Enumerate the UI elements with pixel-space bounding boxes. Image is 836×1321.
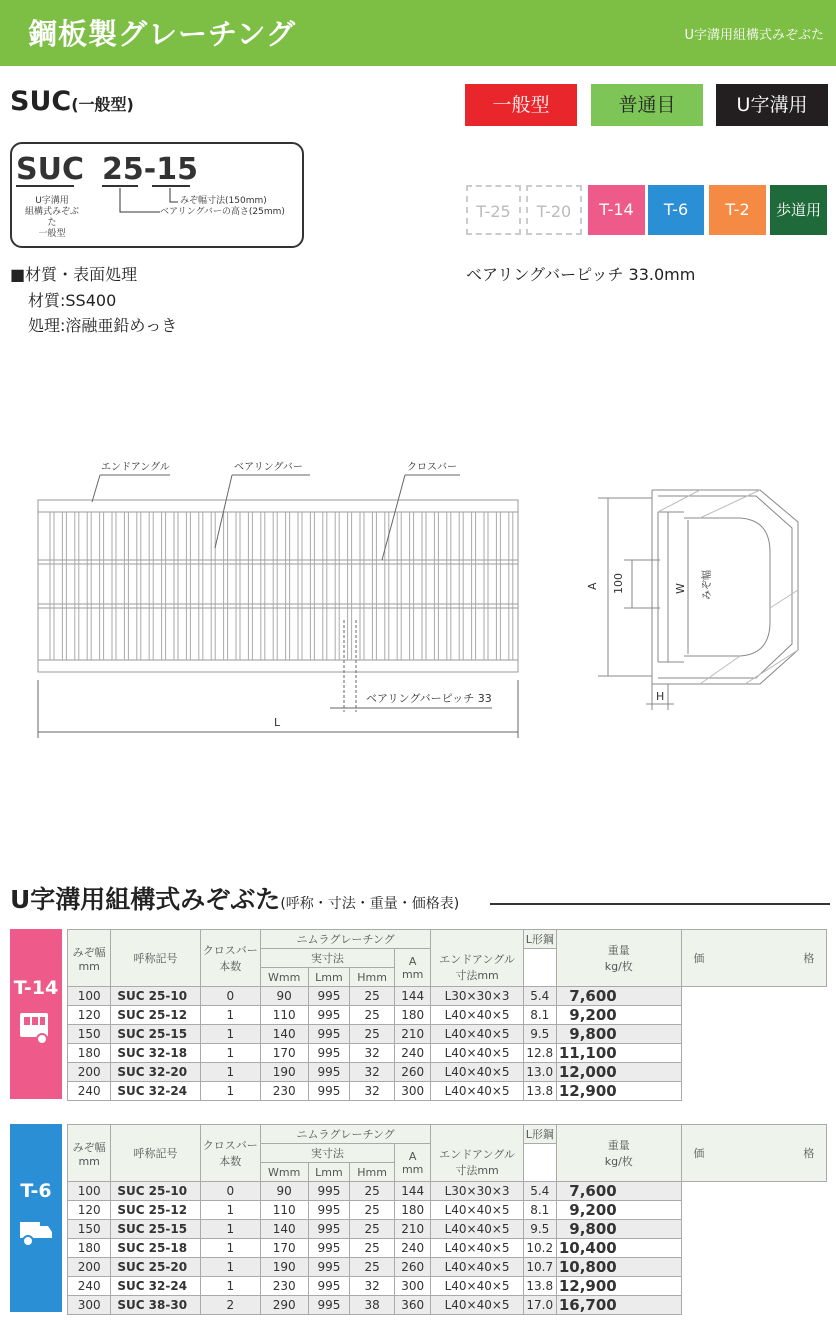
table-cell: 995 bbox=[308, 1258, 350, 1277]
load-badge-t2: T-2 bbox=[709, 185, 766, 235]
hdr-width-unit: mm bbox=[78, 959, 100, 973]
table-cell: SUC 25-18 bbox=[111, 1239, 200, 1258]
table-cell: 210 bbox=[394, 1025, 431, 1044]
material-line: 材質:SS400 bbox=[28, 291, 117, 310]
table-cell: 240 bbox=[394, 1044, 431, 1063]
table-cell: 10.7 bbox=[523, 1258, 556, 1277]
table-cell: L40×40×5 bbox=[431, 1063, 523, 1082]
hdr-lsteel: L形鋼 bbox=[523, 930, 556, 949]
cross-bar-label: クロスバー bbox=[407, 462, 457, 473]
table-cell: SUC 32-24 bbox=[111, 1277, 200, 1296]
table-cell: 210 bbox=[394, 1220, 431, 1239]
hdr-crossbar-unit: 本数 bbox=[219, 1155, 242, 1168]
table-cell: SUC 25-15 bbox=[111, 1025, 200, 1044]
table-cell: 25 bbox=[350, 1258, 395, 1277]
bearing-bar-label: ベアリングバー bbox=[234, 462, 303, 473]
table-cell: 1 bbox=[200, 1239, 260, 1258]
table-header-cell bbox=[394, 949, 431, 987]
code-series-note bbox=[24, 196, 80, 240]
table-row bbox=[68, 1277, 827, 1296]
hdr-weight-unit: kg/枚 bbox=[604, 1155, 633, 1168]
hdr-grating: ニムラグレーチング bbox=[260, 930, 431, 949]
table-cell: 25 bbox=[350, 1182, 395, 1201]
table-cell: 300 bbox=[68, 1296, 111, 1315]
table-cell: 1 bbox=[200, 1044, 260, 1063]
hdr-price: 価 格 bbox=[681, 1125, 826, 1182]
hdr-code: 呼称記号 bbox=[111, 930, 200, 987]
table-cell: 144 bbox=[394, 1182, 431, 1201]
table-cell: 180 bbox=[394, 1201, 431, 1220]
model-type: (一般型) bbox=[71, 95, 134, 114]
table-row bbox=[68, 1082, 827, 1101]
table-cell: 1 bbox=[200, 1063, 260, 1082]
hdr-a-unit: mm bbox=[401, 1162, 424, 1176]
truck-icon bbox=[16, 1210, 56, 1250]
table-row bbox=[68, 987, 827, 1006]
hdr-end-angle-unit: 寸法mm bbox=[455, 1164, 499, 1178]
table-cell: L30×30×3 bbox=[431, 1182, 523, 1201]
bus-icon bbox=[16, 1007, 56, 1047]
table-cell: 1 bbox=[200, 1201, 260, 1220]
table-cell: 7,600 bbox=[556, 1182, 681, 1201]
table-cell: 12,000 bbox=[556, 1063, 681, 1082]
table-cell: L30×30×3 bbox=[431, 987, 523, 1006]
table-cell: 190 bbox=[260, 1063, 308, 1082]
table-row bbox=[68, 1044, 827, 1063]
table-cell: 90 bbox=[260, 1182, 308, 1201]
table-cell: 5.4 bbox=[523, 1182, 556, 1201]
table-cell: 995 bbox=[308, 1006, 350, 1025]
table-cell: 260 bbox=[394, 1258, 431, 1277]
table-row bbox=[68, 1258, 827, 1277]
hdr-weight: 重量 bbox=[607, 944, 630, 957]
table-cell: 90 bbox=[260, 987, 308, 1006]
table-cell: 995 bbox=[308, 1082, 350, 1101]
table-cell: 120 bbox=[68, 1006, 111, 1025]
table-cell: 360 bbox=[394, 1296, 431, 1315]
table-cell: 150 bbox=[68, 1220, 111, 1239]
table-cell: 1 bbox=[200, 1277, 260, 1296]
table-cell: SUC 32-20 bbox=[111, 1063, 200, 1082]
hdr-actual: 実寸法 bbox=[260, 949, 394, 968]
width-note: みぞ幅寸法(150mm) bbox=[180, 196, 267, 206]
pitch-dimension-label: ベアリングバーピッチ 33 bbox=[366, 692, 492, 705]
category-badge-u-ditch: U字溝用 bbox=[716, 84, 828, 126]
table-cell: 11,100 bbox=[556, 1044, 681, 1063]
table-cell: 180 bbox=[68, 1044, 111, 1063]
hdr-crossbar: クロスバー bbox=[202, 944, 258, 957]
hdr-lsteel: L形鋼 bbox=[523, 1125, 556, 1144]
load-badge-t6: T-6 bbox=[648, 185, 704, 235]
section-label-h: H bbox=[656, 690, 665, 703]
table-cell: 5.4 bbox=[523, 987, 556, 1006]
table-cell: 10,800 bbox=[556, 1258, 681, 1277]
table-cell: 180 bbox=[394, 1006, 431, 1025]
end-angle-leader bbox=[92, 475, 100, 502]
table-cell: 10.2 bbox=[523, 1239, 556, 1258]
table-cell: 25 bbox=[350, 1006, 395, 1025]
code-number: 25-15 bbox=[102, 152, 198, 187]
table-cell: 1 bbox=[200, 1025, 260, 1044]
table-cell: 230 bbox=[260, 1082, 308, 1101]
table-cell: SUC 25-15 bbox=[111, 1220, 200, 1239]
t6-badge bbox=[10, 1124, 62, 1312]
table-row bbox=[68, 1239, 827, 1258]
table-cell: L40×40×5 bbox=[431, 1044, 523, 1063]
hdr-weight: 重量 bbox=[607, 1139, 630, 1152]
table-row bbox=[68, 1063, 827, 1082]
hdr-a: A bbox=[408, 954, 417, 968]
section-divider bbox=[490, 903, 830, 905]
table-cell: 300 bbox=[394, 1277, 431, 1296]
table-header-cell bbox=[68, 1125, 111, 1182]
table-cell: 25 bbox=[350, 1025, 395, 1044]
table-cell: 200 bbox=[68, 1258, 111, 1277]
table-cell: 290 bbox=[260, 1296, 308, 1315]
table-cell: 200 bbox=[68, 1063, 111, 1082]
table-cell: 170 bbox=[260, 1044, 308, 1063]
table-cell: 32 bbox=[350, 1044, 395, 1063]
table-header-cell bbox=[394, 1144, 431, 1182]
table-cell: SUC 25-12 bbox=[111, 1201, 200, 1220]
table-cell: 9,800 bbox=[556, 1220, 681, 1239]
table-cell: 25 bbox=[350, 987, 395, 1006]
table-cell: 230 bbox=[260, 1277, 308, 1296]
height-note: ベアリングバーの高さ(25mm) bbox=[160, 207, 285, 217]
bearing-bar-pitch: ベアリングバーピッチ 33.0mm bbox=[466, 265, 696, 284]
table-cell: 32 bbox=[350, 1063, 395, 1082]
table-cell: 16,700 bbox=[556, 1296, 681, 1315]
table-cell: 13.8 bbox=[523, 1082, 556, 1101]
hdr-l: Lmm bbox=[308, 968, 350, 987]
table-cell: 17.0 bbox=[523, 1296, 556, 1315]
table-cell: 1 bbox=[200, 1258, 260, 1277]
header-subtitle: U字溝用組構式みぞぶた bbox=[684, 28, 824, 43]
table-cell: SUC 32-24 bbox=[111, 1082, 200, 1101]
page-title: 鋼板製グレーチング bbox=[28, 17, 296, 51]
table-cell: 7,600 bbox=[556, 987, 681, 1006]
price-section-title bbox=[10, 880, 459, 916]
hdr-price: 価 格 bbox=[681, 930, 826, 987]
table-cell: SUC 25-10 bbox=[111, 1182, 200, 1201]
category-badge-general: 一般型 bbox=[465, 84, 577, 126]
table-cell: 260 bbox=[394, 1063, 431, 1082]
hdr-code: 呼称記号 bbox=[111, 1125, 200, 1182]
table-cell: 140 bbox=[260, 1220, 308, 1239]
table-header-cell bbox=[431, 949, 523, 987]
load-badge-sidewalk: 歩道用 bbox=[770, 185, 827, 235]
hdr-a-unit: mm bbox=[401, 967, 424, 981]
table-cell: L40×40×5 bbox=[431, 1082, 523, 1101]
grating-drawing bbox=[0, 440, 836, 750]
hdr-grating: ニムラグレーチング bbox=[260, 1125, 431, 1144]
hdr-weight-unit: kg/枚 bbox=[604, 960, 633, 973]
table-cell: 190 bbox=[260, 1258, 308, 1277]
table-header-cell bbox=[431, 930, 523, 949]
table-cell: L40×40×5 bbox=[431, 1006, 523, 1025]
t14-badge-label: T-14 bbox=[13, 977, 59, 999]
table-row bbox=[68, 1025, 827, 1044]
table-cell: 995 bbox=[308, 1182, 350, 1201]
table-cell: 1 bbox=[200, 1220, 260, 1239]
table-row bbox=[68, 1296, 827, 1315]
table-cell: 995 bbox=[308, 1296, 350, 1315]
grating-outline bbox=[38, 500, 518, 672]
table-cell: 995 bbox=[308, 1025, 350, 1044]
table-cell: L40×40×5 bbox=[431, 1296, 523, 1315]
table-cell: 240 bbox=[394, 1239, 431, 1258]
table-cell: SUC 38-30 bbox=[111, 1296, 200, 1315]
table-cell: 9,200 bbox=[556, 1006, 681, 1025]
table-cell: L40×40×5 bbox=[431, 1025, 523, 1044]
table-cell: 150 bbox=[68, 1025, 111, 1044]
price-table-t14 bbox=[67, 929, 827, 1101]
table-cell: 110 bbox=[260, 1201, 308, 1220]
table-header-cell bbox=[68, 930, 111, 987]
model-title bbox=[10, 86, 134, 117]
table-cell: L40×40×5 bbox=[431, 1220, 523, 1239]
table-cell: 180 bbox=[68, 1239, 111, 1258]
table-cell: 12,900 bbox=[556, 1277, 681, 1296]
table-cell: L40×40×5 bbox=[431, 1277, 523, 1296]
treatment-line: 処理:溶融亜鉛めっき bbox=[28, 316, 178, 335]
table-cell: 995 bbox=[308, 1220, 350, 1239]
hdr-crossbar: クロスバー bbox=[202, 1139, 258, 1152]
table-header-cell bbox=[200, 1125, 260, 1182]
table-cell: 140 bbox=[260, 1025, 308, 1044]
table-cell: 1 bbox=[200, 1082, 260, 1101]
table-header-cell bbox=[556, 930, 681, 987]
table-cell: 100 bbox=[68, 1182, 111, 1201]
hdr-width: みぞ幅 bbox=[72, 945, 106, 959]
table-cell: SUC 25-12 bbox=[111, 1006, 200, 1025]
table-cell: 13.8 bbox=[523, 1277, 556, 1296]
table-cell: 120 bbox=[68, 1201, 111, 1220]
table-cell: 300 bbox=[394, 1082, 431, 1101]
table-cell: 9.5 bbox=[523, 1025, 556, 1044]
table-cell: 2 bbox=[200, 1296, 260, 1315]
table-cell: 995 bbox=[308, 1239, 350, 1258]
hdr-width-unit: mm bbox=[78, 1154, 100, 1168]
table-cell: 13.0 bbox=[523, 1063, 556, 1082]
hdr-l: Lmm bbox=[308, 1163, 350, 1182]
hdr-end-angle-unit: 寸法mm bbox=[455, 969, 499, 983]
t6-badge-label: T-6 bbox=[20, 1180, 52, 1202]
series-note-line: U字溝用 bbox=[35, 196, 69, 206]
end-angle-label: エンドアングル bbox=[101, 462, 170, 473]
load-badge-t25: T-25 bbox=[466, 185, 521, 235]
table-cell: 0 bbox=[200, 987, 260, 1006]
section-label-a: A bbox=[586, 582, 599, 590]
cross-section-drawing bbox=[598, 490, 798, 710]
table-cell: 8.1 bbox=[523, 1201, 556, 1220]
series-note-line: 組構式みぞぶた bbox=[24, 207, 79, 228]
table-cell: 0 bbox=[200, 1182, 260, 1201]
load-badge-t14: T-14 bbox=[588, 185, 645, 235]
hdr-h: Hmm bbox=[350, 968, 395, 987]
table-cell: 25 bbox=[350, 1239, 395, 1258]
table-cell: 995 bbox=[308, 987, 350, 1006]
table-cell: 25 bbox=[350, 1220, 395, 1239]
table-header-cell bbox=[431, 1144, 523, 1182]
table-cell: 9,800 bbox=[556, 1025, 681, 1044]
table-cell: 10,400 bbox=[556, 1239, 681, 1258]
table-row bbox=[68, 1182, 827, 1201]
hdr-actual: 実寸法 bbox=[260, 1144, 394, 1163]
table-cell: 9.5 bbox=[523, 1220, 556, 1239]
hdr-end-angle: エンドアングル bbox=[439, 1148, 515, 1162]
table-row bbox=[68, 1220, 827, 1239]
table-cell: 995 bbox=[308, 1044, 350, 1063]
table-cell: 995 bbox=[308, 1063, 350, 1082]
table-cell: 995 bbox=[308, 1201, 350, 1220]
table-cell: SUC 32-18 bbox=[111, 1044, 200, 1063]
code-series: SUC bbox=[16, 152, 84, 187]
table-cell: 25 bbox=[350, 1201, 395, 1220]
table-cell: 32 bbox=[350, 1082, 395, 1101]
table-row bbox=[68, 1006, 827, 1025]
table-header-cell bbox=[200, 930, 260, 987]
section-label-100: 100 bbox=[612, 573, 625, 594]
t14-badge bbox=[10, 929, 62, 1099]
table-cell: SUC 25-10 bbox=[111, 987, 200, 1006]
section-label-w: W bbox=[674, 583, 687, 594]
table-header-cell bbox=[556, 1125, 681, 1182]
hdr-w: Wmm bbox=[260, 968, 308, 987]
table-cell: 240 bbox=[68, 1082, 111, 1101]
hdr-w: Wmm bbox=[260, 1163, 308, 1182]
table-cell: 12,900 bbox=[556, 1082, 681, 1101]
category-badge-mesh: 普通目 bbox=[591, 84, 703, 126]
price-section-subtitle: (呼称・寸法・重量・価格表) bbox=[280, 896, 460, 912]
table-cell: 1 bbox=[200, 1006, 260, 1025]
table-cell: 170 bbox=[260, 1239, 308, 1258]
table-cell: 9,200 bbox=[556, 1201, 681, 1220]
table-cell: L40×40×5 bbox=[431, 1239, 523, 1258]
table-cell: 100 bbox=[68, 987, 111, 1006]
material-heading: ■材質・表面処理 bbox=[10, 265, 138, 284]
section-label-ditch-width: みぞ幅 bbox=[702, 570, 713, 600]
length-label: L bbox=[274, 716, 281, 729]
series-note-line: 一般型 bbox=[38, 229, 66, 239]
table-cell: 38 bbox=[350, 1296, 395, 1315]
table-cell: 144 bbox=[394, 987, 431, 1006]
table-cell: 995 bbox=[308, 1277, 350, 1296]
table-cell: 110 bbox=[260, 1006, 308, 1025]
table-cell: 8.1 bbox=[523, 1006, 556, 1025]
table-cell: L40×40×5 bbox=[431, 1201, 523, 1220]
price-section-title-text: U字溝用組構式みぞぶた bbox=[10, 885, 281, 914]
table-cell: 32 bbox=[350, 1277, 395, 1296]
table-cell: SUC 25-20 bbox=[111, 1258, 200, 1277]
table-header-cell bbox=[431, 1125, 523, 1144]
hdr-end-angle: エンドアングル bbox=[439, 953, 515, 967]
model-name: SUC bbox=[10, 86, 72, 117]
hdr-crossbar-unit: 本数 bbox=[219, 960, 242, 973]
load-badge-t20: T-20 bbox=[526, 185, 582, 235]
table-cell: 12.8 bbox=[523, 1044, 556, 1063]
price-table-t6 bbox=[67, 1124, 827, 1315]
table-row bbox=[68, 1201, 827, 1220]
table-cell: 240 bbox=[68, 1277, 111, 1296]
hdr-h: Hmm bbox=[350, 1163, 395, 1182]
hdr-a: A bbox=[408, 1149, 417, 1163]
table-cell: L40×40×5 bbox=[431, 1258, 523, 1277]
hdr-width: みぞ幅 bbox=[72, 1140, 106, 1154]
